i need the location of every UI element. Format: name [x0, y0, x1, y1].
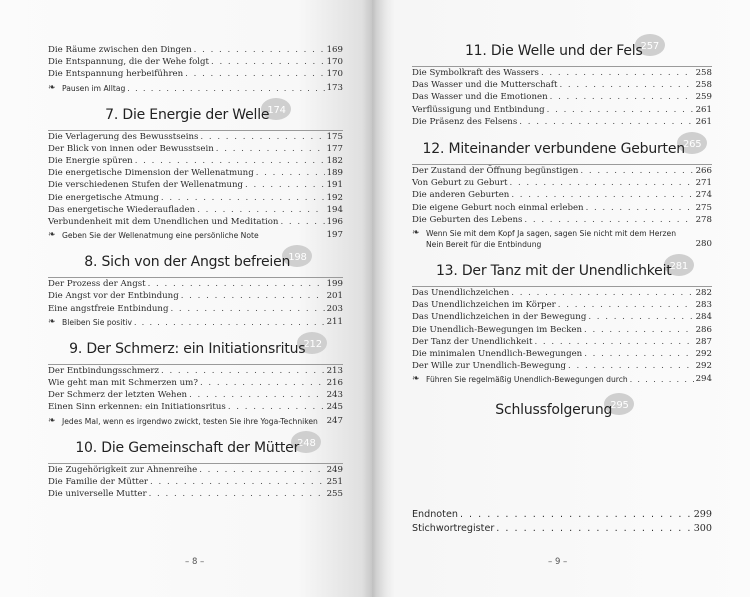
- tip-entry[interactable]: ❧ Pausen im Alltag . . . 173: [48, 83, 343, 94]
- chapter-page-badge: 212: [303, 336, 322, 354]
- chapter-heading[interactable]: 11. Die Welle und der Fels257: [412, 42, 712, 62]
- toc-entry[interactable]: Einen Sinn erkennen: ein Initiationsritus . . . 245: [48, 401, 343, 413]
- toc-entry[interactable]: Das Wasser und die Mutterschaft . . . 258: [412, 79, 712, 91]
- chapter-heading[interactable]: 12. Miteinander verbundene Geburten265: [412, 140, 712, 160]
- toc-entry[interactable]: Die universelle Mutter . . . 255: [48, 488, 343, 500]
- dot-leader: [185, 68, 324, 80]
- chapter-page-badge: 295: [610, 397, 629, 415]
- leaf-icon: ❧: [48, 415, 56, 426]
- toc-entry[interactable]: Der Blick von innen oder Bewusstsein . . . 177: [48, 143, 343, 155]
- toc-entry[interactable]: Die energetische Atmung . . . 192: [48, 192, 343, 204]
- chapter-page-badge: 248: [297, 435, 316, 453]
- dot-leader: [197, 204, 324, 216]
- leaf-icon: ❧: [48, 230, 56, 241]
- toc-entry[interactable]: Die eigene Geburt noch einmal erleben . . . 275: [412, 202, 712, 214]
- dot-leader: [127, 83, 324, 94]
- toc-entry[interactable]: Die energetische Dimension der Wellenatmung . . . 189: [48, 167, 343, 179]
- dot-leader: [256, 167, 325, 179]
- toc-entry[interactable]: Der Wille zur Unendlich-Bewegung . . . 292: [412, 360, 712, 372]
- tip-entry[interactable]: ❧ Führen Sie regelmäßig Unendlich-Bewegungen durch . . . 294: [412, 374, 712, 385]
- back-matter: [412, 508, 712, 536]
- toc-entry[interactable]: Die verschiedenen Stufen der Wellenatmung . . . 191: [48, 179, 343, 191]
- dot-leader: [135, 155, 325, 167]
- toc-entry[interactable]: Wie geht man mit Schmerzen um? . . . 216: [48, 377, 343, 389]
- book-gutter-shadow: [362, 0, 386, 597]
- dot-leader: [558, 299, 694, 311]
- dot-leader: [547, 104, 694, 116]
- toc-entry[interactable]: Der Schmerz der letzten Wehen . . . 243: [48, 389, 343, 401]
- toc-entry[interactable]: Die Geburten des Lebens . . . 278: [412, 214, 712, 226]
- dot-leader: [148, 278, 325, 290]
- toc-entry[interactable]: Die minimalen Unendlich-Bewegungen . . . 292: [412, 348, 712, 360]
- dot-leader: [245, 179, 325, 191]
- page-number: – 9 –: [548, 557, 568, 567]
- tip-entry[interactable]: ❧ Wenn Sie mit dem Kopf Ja sagen, sagen Sie nicht mit dem Herzen Nein Bereit für die Entbindung 280: [412, 228, 712, 250]
- dot-leader: [460, 508, 692, 522]
- toc-entry[interactable]: Die Angst vor der Entbindung . . . 201: [48, 290, 343, 302]
- dot-leader: [586, 202, 694, 214]
- chapter-heading[interactable]: 13. Der Tanz mit der Unendlichkeit281: [412, 262, 712, 282]
- chapter-page-badge: 281: [670, 258, 689, 276]
- toc-entry[interactable]: Von Geburt zu Geburt . . . 271: [412, 177, 712, 189]
- conclusion-heading[interactable]: Schlussfolgerung295: [412, 401, 712, 421]
- dot-leader: [519, 116, 693, 128]
- toc-entry[interactable]: Das Wasser und die Emotionen . . . 259: [412, 91, 712, 103]
- dot-leader: [496, 522, 691, 536]
- dot-leader: [584, 348, 693, 360]
- toc-entry[interactable]: Das energetische Wiederaufladen . . . 194: [48, 204, 343, 216]
- toc-entry[interactable]: Die Entspannung herbeiführen . . . 170: [48, 68, 343, 80]
- dot-leader: [150, 476, 325, 488]
- toc-entry[interactable]: Der Zustand der Öffnung begünstigen . . . 266: [412, 165, 712, 177]
- dot-leader: [170, 303, 324, 315]
- toc-entry[interactable]: Die Räume zwischen den Dingen . . . 169: [48, 44, 343, 56]
- dot-leader: [584, 324, 694, 336]
- dot-leader: [580, 165, 693, 177]
- chapter-page-badge: 265: [683, 136, 702, 154]
- leaf-icon: ❧: [412, 374, 420, 385]
- toc-entry[interactable]: Die Zugehörigkeit zur Ahnenreihe . . . 249: [48, 464, 343, 476]
- toc-entry[interactable]: Der Prozess der Angst . . . 199: [48, 278, 343, 290]
- toc-entry[interactable]: Die Symbolkraft des Wassers . . . 258: [412, 67, 712, 79]
- chapter-heading[interactable]: 8. Sich von der Angst befreien198: [48, 253, 343, 273]
- chapter-page-badge: 174: [267, 102, 286, 120]
- dot-leader: [588, 311, 693, 323]
- dot-leader: [524, 214, 693, 226]
- dot-leader: [181, 290, 325, 302]
- toc-entry[interactable]: Die Familie der Mütter . . . 251: [48, 476, 343, 488]
- left-toc-column: [48, 44, 343, 500]
- leaf-icon: ❧: [412, 228, 420, 239]
- toc-entry[interactable]: Die Verlagerung des Bewusstseins . . . 175: [48, 131, 343, 143]
- right-toc-column: [412, 42, 712, 425]
- right-page: [372, 0, 750, 597]
- dot-leader: [511, 189, 693, 201]
- leaf-icon: ❧: [48, 316, 56, 327]
- toc-entry[interactable]: Der Tanz der Unendlichkeit . . . 287: [412, 336, 712, 348]
- dot-leader: [161, 192, 325, 204]
- tip-entry[interactable]: ❧ Bleiben Sie positiv . . . 211: [48, 317, 343, 328]
- toc-entry[interactable]: Das Unendlichzeichen in der Bewegung . . . 284: [412, 311, 712, 323]
- toc-entry[interactable]: Die Entspannung, die der Wehe folgt . . . 170: [48, 56, 343, 68]
- toc-entry[interactable]: Das Unendlichzeichen im Körper . . . 283: [412, 299, 712, 311]
- toc-entry[interactable]: Die Unendlich-Bewegungen im Becken . . . 286: [412, 324, 712, 336]
- dot-leader: [161, 365, 325, 377]
- dot-leader: [200, 131, 324, 143]
- toc-entry-endnotes[interactable]: Endnoten . . . 299: [412, 508, 712, 522]
- dot-leader: [568, 360, 694, 372]
- dot-leader: [199, 464, 324, 476]
- dot-leader: [149, 488, 325, 500]
- dot-leader: [559, 79, 693, 91]
- left-page: [0, 0, 372, 597]
- toc-entry[interactable]: Verflüssigung und Entbindung . . . 261: [412, 104, 712, 116]
- toc-entry[interactable]: Das Unendlichzeichen . . . 282: [412, 287, 712, 299]
- tip-entry[interactable]: ❧ Jedes Mal, wenn es irgendwo zwickt, testen Sie ihre Yoga-Techniken 247: [48, 415, 343, 426]
- dot-leader: [194, 44, 325, 56]
- dot-leader: [134, 317, 325, 328]
- dot-leader: [550, 91, 694, 103]
- toc-entry[interactable]: Die anderen Geburten . . . 274: [412, 189, 712, 201]
- chapter-heading[interactable]: 7. Die Energie der Welle174: [48, 106, 343, 126]
- dot-leader: [280, 216, 324, 228]
- dot-leader: [211, 56, 325, 68]
- tip-entry[interactable]: ❧ Geben Sie der Wellenatmung eine persönliche Note 197: [48, 230, 343, 241]
- dot-leader: [534, 336, 693, 348]
- dot-leader: [189, 389, 325, 401]
- toc-entry-index[interactable]: Stichwortregister . . . 300: [412, 522, 712, 536]
- chapter-page-badge: 257: [641, 38, 660, 56]
- dot-leader: [541, 67, 694, 79]
- dot-leader: [228, 401, 325, 413]
- chapter-heading[interactable]: 9. Der Schmerz: ein Initiationsritus212: [48, 340, 343, 360]
- page-number: – 8 –: [185, 557, 205, 567]
- dot-leader: [630, 374, 694, 385]
- toc-entry[interactable]: Der Entbindungsschmerz . . . 213: [48, 365, 343, 377]
- dot-leader: [200, 377, 325, 389]
- dot-leader: [509, 177, 693, 189]
- chapter-page-badge: 198: [288, 249, 307, 267]
- toc-entry[interactable]: Die Energie spüren . . . 182: [48, 155, 343, 167]
- dot-leader: [511, 287, 693, 299]
- chapter-heading[interactable]: 10. Die Gemeinschaft der Mütter248: [48, 439, 343, 459]
- leaf-icon: ❧: [48, 82, 56, 93]
- toc-entry[interactable]: Verbundenheit mit dem Unendlichen und Meditation . . . 196: [48, 216, 343, 228]
- toc-entry[interactable]: Die Präsenz des Felsens . . . 261: [412, 116, 712, 128]
- toc-entry[interactable]: Eine angstfreie Entbindung . . . 203: [48, 303, 343, 315]
- dot-leader: [216, 143, 325, 155]
